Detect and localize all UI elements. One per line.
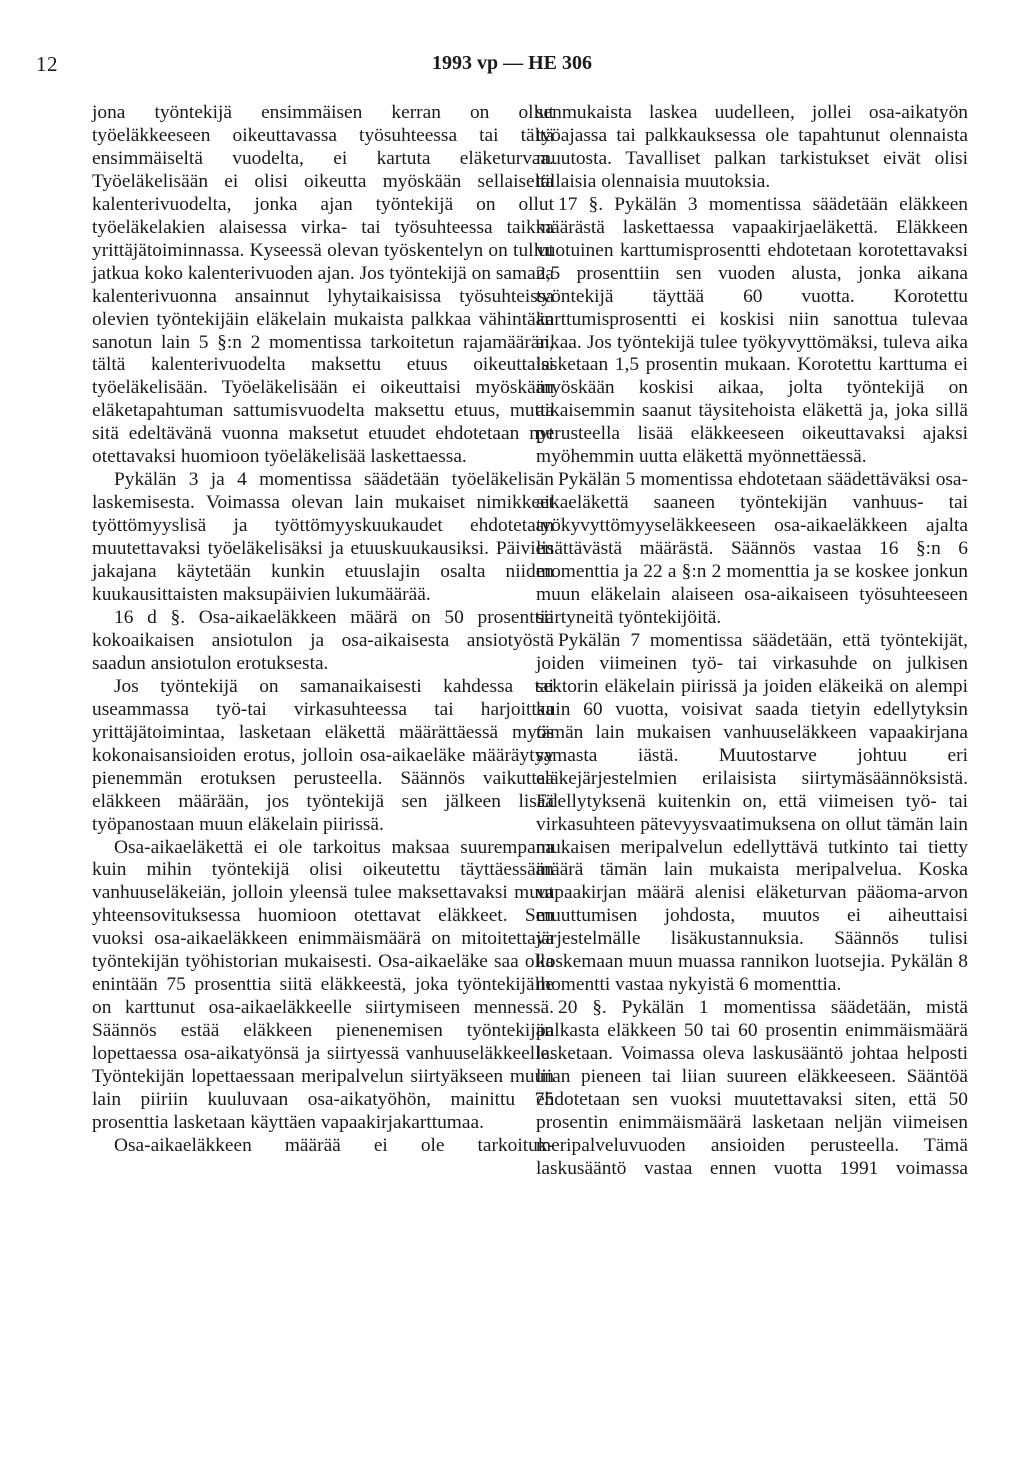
left-column (92, 102, 554, 1158)
paragraph: jona työntekijä ensimmäisen kerran on ollut työeläkkeeseen oikeuttavassa työsuhteessa tai tältä ensimmäiseltä vuodelta, ei kartuta eläketurvaa. Työeläkelisään ei olisi oikeutta myöskään sellaiselta kalenterivuodelta, jonka ajan työntekijä on ollut työeläkelakien alaisessa virka- tai työsuhteessa taikka yrittäjätoiminnassa. Kyseessä olevan työskentelyn on tullut jatkua koko kalenterivuoden ajan. Jos työntekijä on samana kalenterivuonna ansainnut lyhytaikaisissa työsuhteissa olevien työntekijäin eläkelain mukaista palkkaa vähintään sanotun lain 5 §:n 2 momentissa tarkoitetun rajamäärän, tältä kalenterivuodelta maksettu etuus oikeuttaisi työeläkelisään. Työeläkelisään ei oikeuttaisi myöskään eläketapahtuman sattumisvuodelta maksettu etuus, mutta sitä edeltävänä vuonna maksetut etuudet ehdotetaan nyt otettavaksi huomioon työeläkelisää laskettaessa. (92, 102, 555, 468)
paragraph: 16 d §. Osa-aikaeläkkeen määrä on 50 prosenttia kokoaikaisen ansiotulon ja osa-aikaisesta ansiotyöstä saadun ansiotulon erotuksesta. (92, 606, 554, 674)
running-header: 1993 vp — HE 306 (431, 52, 593, 74)
paragraph: Jos työntekijä on samanaikaisesti kahdessa tai useammassa työ-tai virkasuhteessa tai harjoittaa yrittäjätoimintaa, lasketaan eläkettä määrättäessä myös kokonaisansioiden erotus, jolloin osa-aikaeläke määräytyy pienemmän erotuksen perusteella. Säännös vaikuttaa eläkkeen määrään, jos työntekijä sen jälkeen lisää työpanostaan muun eläkelain piirissä. (92, 675, 554, 835)
paragraph: Pykälän 5 momentissa ehdotetaan säädettäväksi osa-aikaeläkettä saaneen työntekijän vanhuus- tai työkyvyttömyyseläkkeeseen osa-aikaeläkkeen ajalta lisättävästä määrästä. Säännös vastaa 16 §:n 6 momenttia ja 22 a §:n 2 momenttia ja se koskee jonkun muun eläkelain alaiseen osa-aikaiseen työsuhteeseen siirtyneitä työntekijöitä. (536, 469, 968, 628)
paragraph: senmukaista laskea uudelleen, jollei osa-aikatyön työajassa tai palkkauksessa ole tapahtunut olennaista muutosta. Tavalliset palkan tarkistukset eivät olisi tällaisia olennaisia muutoksia. (536, 102, 968, 192)
paragraph: Osa-aikaeläkettä ei ole tarkoitus maksaa suurempana kuin mihin työntekijä olisi oikeutettu täyttäessään vanhuuseläkeiän, jolloin yleensä tulee maksettavaksi muut yhteensovituksessa huomioon otettavat eläkkeet. Sen vuoksi osa-aikaeläkkeen enimmäismäärä on mitoitettava työntekijän työhistorian mukaisesti. Osa-aikaeläke saa olla enintään 75 prosenttia siitä eläkkeestä, joka työntekijälle on karttunut osa-aikaeläkkeelle siirtymiseen mennessä. Säännös estää eläkkeen pienenemisen työntekijän lopettaessa osa-aikatyönsä ja siirtyessä vanhuuseläkkeelle. Työntekijän lopettaessaan meripalvelun siirtyäkseen muun lain piiriin kuuluvaan osa-aikatyöhön, mainittu 75 prosenttia lasketaan käyttäen vapaakirjakarttumaa. (92, 836, 554, 1133)
paragraph: 17 §. Pykälän 3 momentissa säädetään eläkkeen määrästä laskettaessa vapaakirjaeläkettä. Eläkkeen vuotuinen karttumisprosentti ehdotetaan korotettavaksi 2,5 prosenttiin sen vuoden alusta, jonka aikana työntekijä täyttää 60 vuotta. Korotettu karttumisprosentti ei koskisi niin sanottua tulevaa aikaa. Jos työntekijä tulee työkyvyttömäksi, tuleva aika lasketaan 1,5 prosentin mukaan. Korotettu karttuma ei myöskään koskisi aikaa, jolta työntekijä on aikaisemmin saanut täysitehoista eläkettä ja, joka sillä perusteella lisää eläkkeeseen oikeuttavaksi ajaksi myöhemmin uutta eläkettä myönnettäessä. (536, 193, 968, 468)
paragraph: Pykälän 7 momentissa säädetään, että työntekijät, joiden viimeinen työ- tai virkasuhde on julkisen sektorin eläkelain piirissä ja joiden eläkeikä on alempi kuin 60 vuotta, voisivat saada tietyin edellytyksin tämän lain mukaisen vanhuuseläkkeen vapaakirjana samasta iästä. Muutostarve johtuu eri eläkejärjestelmien erilaisista siirtymäsäännöksistä. Edellytyksenä kuitenkin on, että viimeisen työ- tai virkasuhteen pätevyysvaatimuksena on ollut tämän lain mukaisen meripalvelun edellyttävä tutkinto tai tietty määrä tämän lain mukaista meripalvelua. Koska vapaakirjan määrä alenisi eläketurvan pääoma-arvon muuttumisen johdosta, muutos ei aiheuttaisi järjestelmälle lisäkustannuksia. Säännös tulisi koskemaan muun muassa rannikon luotsejia. Pykälän 8 momentti vastaa nykyistä 6 momenttia. (536, 629, 968, 996)
page-number: 12 (36, 52, 58, 76)
right-column (536, 102, 968, 1181)
paragraph: 20 §. Pykälän 1 momentissa säädetään, mistä palkasta eläkkeen 50 tai 60 prosentin enimmäismäärä lasketaan. Voimassa oleva laskusääntö johtaa helposti liian pieneen tai liian suureen eläkkeeseen. Sääntöä ehdotetaan sen vuoksi muutettavaksi siten, että 50 prosentin enimmäismäärä lasketaan neljän viimeisen meripalveluvuoden ansioiden perusteella. Tämä laskusääntö vastaa ennen vuotta 1991 voimassa (536, 997, 968, 1179)
paragraph: Pykälän 3 ja 4 momentissa säädetään työeläkelisän laskemisesta. Voimassa olevan lain mukaiset nimikkeet työttömyyslisä ja työttömyyskuukaudet ehdotetaan muutettavaksi työeläkelisäksi ja etuuskuukausiksi. Päivien jakajana käytetään kunkin etuuslajin osalta niiden kuukausittaisten maksupäivien lukumäärää. (92, 469, 554, 606)
paragraph: Osa-aikaeläkkeen määrää ei ole tarkoituk- (114, 1134, 554, 1156)
